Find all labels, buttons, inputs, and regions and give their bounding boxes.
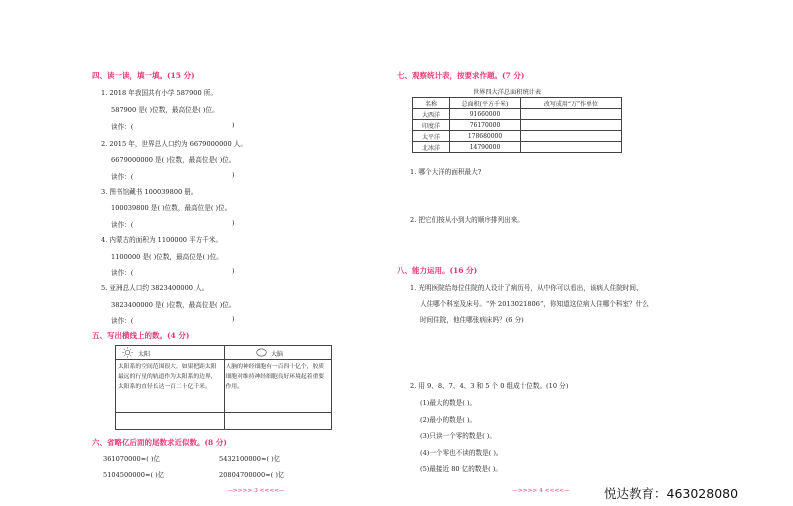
table-row bbox=[413, 131, 622, 142]
watermark-text: 悦达教育：463028080 bbox=[604, 486, 739, 501]
q4-1-stem: 1. 2018 年我国共有小学 587900 所。 bbox=[101, 89, 217, 97]
q4-4-read-label: 读作：( bbox=[111, 269, 134, 277]
ocean-area-table bbox=[412, 97, 622, 153]
section-7-title: 七、观察统计表，按要求作题。(7 分) bbox=[397, 71, 525, 80]
cell-name: 大西洋 bbox=[413, 109, 450, 120]
brain-header: 大脑 bbox=[271, 351, 284, 358]
q4-5-stem: 5. 亚洲总人口约 3823400000 人。 bbox=[101, 284, 209, 292]
cell-area: 76170000 bbox=[450, 120, 521, 131]
q4-2-stem: 2. 2015 年，世界总人口约为 6679000000 人。 bbox=[101, 140, 247, 148]
cell-rewrite bbox=[521, 131, 622, 142]
q4-2-line: 6679000000 是( )位数，最高位是( )位。 bbox=[111, 156, 236, 164]
q4-1-read-label: 读作：( bbox=[111, 123, 134, 131]
q8-2-item-3: (3)只读一个零的数是( )。 bbox=[420, 432, 496, 440]
col-header-rewrite: 改写成用“万”作单位 bbox=[521, 98, 622, 109]
q7-2: 2. 把它们按从小到大的顺序排列出来。 bbox=[410, 216, 524, 224]
page-number-left: —>>>> 3 <<<<— bbox=[227, 488, 285, 494]
q7-1: 1. 哪个大洋的面积最大? bbox=[410, 168, 482, 176]
brain-text: 人脑的神经细胞有一百四十亿个，胶质细胞对维持神经细胞良好环境起着重要作用。 bbox=[225, 364, 325, 390]
section-6-title: 六、省略亿后面的尾数求近似数。(8 分) bbox=[92, 438, 227, 447]
cell-rewrite bbox=[521, 142, 622, 153]
q4-2-read-close: ) bbox=[232, 171, 235, 179]
section-5-title: 五、写出横线上的数。(4 分) bbox=[92, 331, 190, 340]
section-8-title: 八、能力运用。(16 分) bbox=[397, 266, 478, 275]
cell-area: 14790000 bbox=[450, 142, 521, 153]
q4-1-read-close: ) bbox=[232, 121, 235, 129]
section-4-title: 四、读一读，填一填。(15 分) bbox=[92, 71, 195, 80]
cell-area: 178680000 bbox=[450, 131, 521, 142]
cell-name: 太平洋 bbox=[413, 131, 450, 142]
q8-2-item-1: (1)最大的数是( )。 bbox=[420, 399, 477, 407]
ocean-table-title: 世界四大洋总面积统计表 bbox=[473, 89, 542, 96]
table-row bbox=[413, 142, 622, 153]
q4-4-line: 1100000 是( )位数，最高位是( )位。 bbox=[111, 253, 223, 261]
q4-5-read-label: 读作：( bbox=[111, 317, 134, 325]
q8-2-item-5: (5)最接近 80 亿的数是( )。 bbox=[420, 465, 502, 473]
approx-item-2: 5432100000≈( )亿 bbox=[219, 455, 281, 463]
table-row bbox=[413, 109, 622, 120]
q8-1-line3: 时间住院，他住哪张病床吗？(6 分) bbox=[420, 316, 524, 324]
sun-text: 太阳系的空间范围很大，如果把距太阳最远的行星的轨道作为太阳系的边界，太阳系的直径长达一百二十亿千米。 bbox=[118, 364, 217, 390]
col-header-area: 总面积(平方千米) bbox=[450, 98, 521, 109]
q4-5-line: 3823400000 是( )位数，最高位是( )位。 bbox=[111, 301, 236, 309]
table-row bbox=[413, 120, 622, 131]
page-number-right: —>>>> 4 <<<<— bbox=[512, 488, 570, 494]
sun-header: 太阳 bbox=[138, 351, 151, 358]
q4-5-read-close: ) bbox=[232, 315, 235, 323]
q8-1-line1: 1. 光明医院给每位住院的人设计了病历号，从中你可以看出，该病人住院时间、 bbox=[410, 284, 643, 292]
q4-3-read-close: ) bbox=[232, 219, 235, 227]
approx-item-1: 361070000≈( )亿 bbox=[103, 455, 161, 463]
q4-4-stem: 4. 内蒙古的面积为 1100000 平方千米。 bbox=[101, 236, 223, 244]
q8-2-item-4: (4)一个零也不读的数是( )。 bbox=[420, 449, 503, 457]
q8-1-line2: 人住哪个科室及床号。“外 2013021806”，你知道这位病人住哪个科室？什么 bbox=[420, 300, 649, 308]
cell-name: 北冰洋 bbox=[413, 142, 450, 153]
q4-3-stem: 3. 图书馆藏书 100039800 册。 bbox=[101, 188, 198, 196]
q4-1-line: 587900 是( )位数，最高位是( )位。 bbox=[111, 106, 219, 114]
q4-3-line: 100039800 是( )位数，最高位是( )位。 bbox=[111, 204, 232, 212]
q4-2-read-label: 读作：( bbox=[111, 173, 134, 181]
q4-3-read-label: 读作：( bbox=[111, 221, 134, 229]
cell-area: 91660000 bbox=[450, 109, 521, 120]
sun-brain-table bbox=[115, 345, 332, 430]
cell-name: 印度洋 bbox=[413, 120, 450, 131]
cell-rewrite bbox=[521, 109, 622, 120]
cell-rewrite bbox=[521, 120, 622, 131]
q4-4-read-close: ) bbox=[232, 267, 235, 275]
approx-item-3: 5104500000≈( )亿 bbox=[103, 471, 165, 479]
q8-2-item-2: (2)最小的数是( )。 bbox=[420, 416, 477, 424]
col-header-name: 名称 bbox=[413, 98, 450, 109]
approx-item-4: 20804700000≈( )亿 bbox=[219, 471, 285, 479]
table-header-row bbox=[413, 98, 622, 109]
q8-2-stem: 2. 用 9、8、7、4、3 和 5 个 0 组成十位数。(10 分) bbox=[410, 382, 569, 390]
